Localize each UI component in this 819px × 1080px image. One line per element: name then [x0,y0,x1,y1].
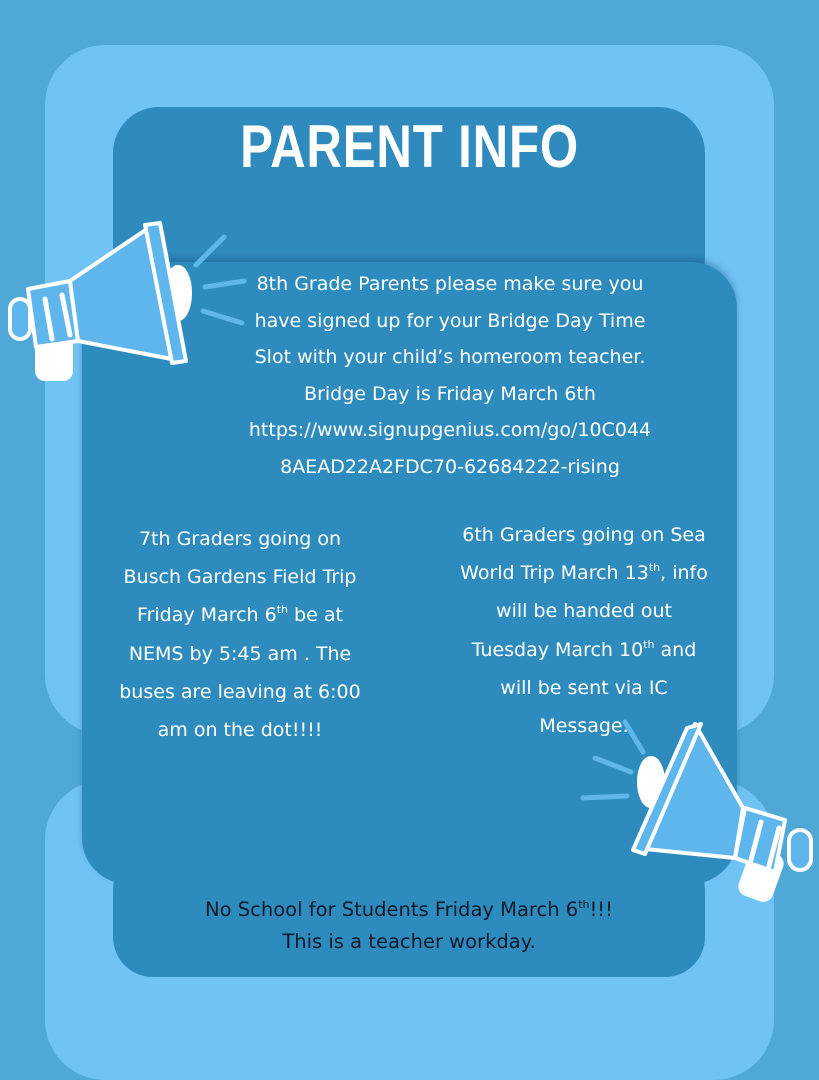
sixth-line: Message. [539,715,629,738]
seventh-line: buses are leaving at 6:00 [119,680,361,703]
megaphone-icon-left [0,215,255,390]
intro-line: Slot with your child’s homeroom teacher. [254,346,646,368]
seventh-line: 7th Graders going on [138,528,342,550]
sixth-line: World Trip March 13th, info [460,561,708,585]
page-title: PARENT INFO [240,113,579,180]
seventh-grade-notice [100,520,380,749]
intro-line: 8th Grade Parents please make sure you [256,273,644,295]
seventh-line: Busch Gardens Field Trip [123,566,357,589]
sixth-line: will be handed out [496,600,672,623]
eighth-grade-notice [230,266,670,485]
footer-line: This is a teacher workday. [282,930,536,953]
intro-line: have signed up for your Bridge Day Time [254,309,646,332]
signup-link-line[interactable]: 8AEAD22A2FDC70-62684222-rising [280,455,620,478]
sixth-line: 6th Graders going on Sea [462,524,706,546]
intro-line: Bridge Day is Friday March 6th [304,382,596,405]
signup-link-line[interactable]: https://www.signupgenius.com/go/10C044 [248,419,652,441]
sixth-line: will be sent via IC [500,676,668,699]
no-school-notice [113,894,705,958]
seventh-line: Friday March 6th be at [137,603,343,627]
seventh-line: am on the dot!!!! [157,719,323,742]
sixth-line: Tuesday March 10th and [471,637,697,661]
footer-line: No School for Students Friday March 6th!!! [205,898,613,921]
seventh-line: NEMS by 5:45 am . The [128,642,352,665]
sixth-grade-notice [444,516,724,745]
